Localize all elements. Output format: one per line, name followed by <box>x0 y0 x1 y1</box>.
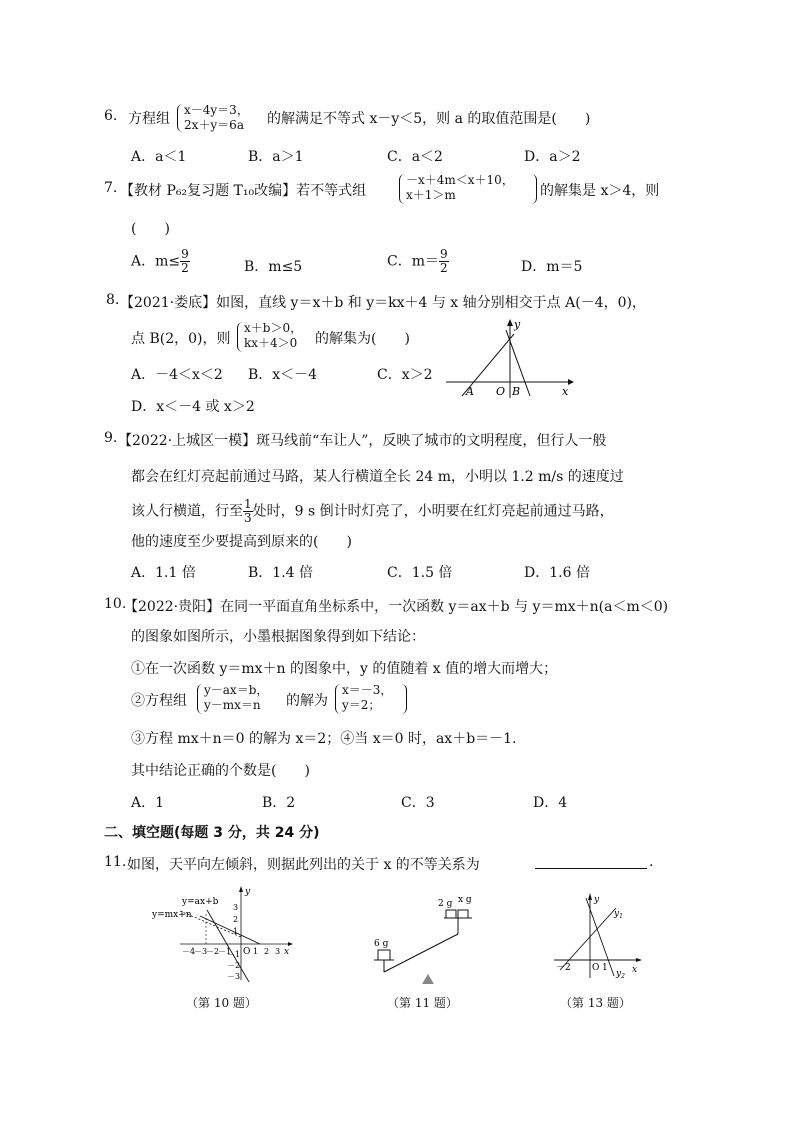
y1-label <box>613 909 623 920</box>
q8-option-c[interactable]: C．x＞2 <box>377 367 433 383</box>
q6-eq2: 2x＋y＝6a <box>184 118 244 132</box>
q7-option-c-label: C．m＝ <box>387 253 439 270</box>
q10-brace-2 <box>335 684 342 714</box>
y-axis-arrow <box>588 893 592 900</box>
q7-number: 7. <box>104 180 118 196</box>
origin-label: O <box>243 947 251 957</box>
section-title: 二、填空题(每题 3 分，共 24 分) <box>104 825 320 841</box>
balance-beam <box>384 934 458 972</box>
q10-eq1: y－ax＝b， <box>204 683 269 697</box>
q7-option-b[interactable]: B．m≤5 <box>244 259 303 275</box>
q8-system <box>244 321 302 351</box>
x-label: x <box>632 965 638 975</box>
q8-line1: 【2021·娄底】如图，直线 y＝x＋b 和 y＝kx＋4 与 x 轴分别相交于点 A(－4，0)， <box>120 295 646 311</box>
q7-option-a[interactable] <box>131 248 190 275</box>
x-tick-m2: －2 <box>556 963 571 973</box>
q9-line3-prefix: 该人行横道，行至 <box>131 503 243 520</box>
q8-line2-prefix: 点 B(2，0)，则 <box>131 331 231 347</box>
y2-label <box>615 969 625 980</box>
q6-option-a[interactable]: A．a＜1 <box>131 149 187 165</box>
q8-option-d[interactable]: D．x＜－4 或 x＞2 <box>131 399 255 415</box>
q10-brace-right <box>400 684 407 714</box>
x-axis-arrow <box>568 379 574 385</box>
q9-number: 9. <box>104 430 118 446</box>
figure-10-graph <box>150 884 298 982</box>
q9-line1: 【2022·上城区一模】斑马线前“车让人”，反映了城市的文明程度，但行人一般 <box>118 433 607 449</box>
label-y-mx-plus-n: y=mx+n <box>152 910 192 920</box>
q7-eq2: x＋1＞m <box>406 188 456 202</box>
q8-option-a[interactable]: A．－4＜x＜2 <box>131 367 223 383</box>
y-tick-m2: －2 <box>227 961 241 970</box>
q6-suffix: 的解满足不等式 x－y＜5，则 a 的取值范围是( ) <box>267 111 591 127</box>
x-tick-m1: －1 <box>218 947 232 956</box>
point-a-label: A <box>466 385 474 398</box>
q8-option-b[interactable]: B．x＜－4 <box>248 367 318 383</box>
q10-question-end: 其中结论正确的个数是( ) <box>131 763 310 779</box>
line-y-mx-plus-n <box>200 916 260 944</box>
y2-subscript: 2 <box>621 973 625 980</box>
q8-number: 8. <box>106 292 120 308</box>
q10-option-d[interactable]: D．4 <box>533 795 568 811</box>
q8-eq2: kx＋4＞0 <box>244 336 298 350</box>
q6-prefix: 方程组 <box>128 111 170 127</box>
q11-answer-blank[interactable] <box>535 854 647 869</box>
y-tick-m1: －1 <box>227 950 241 959</box>
q9-line3-suffix: 处时，9 s 倒计时灯亮了，小明要在红灯亮起前通过马路， <box>252 503 614 520</box>
q11-text: 如图，天平向左倾斜，则据此列出的关于 x 的不等关系为 <box>127 857 480 873</box>
q6-option-d[interactable]: D．a＞2 <box>524 149 581 165</box>
q8-brace <box>237 322 244 352</box>
q9-line3 <box>131 498 614 525</box>
q9-option-b[interactable]: B．1.4 倍 <box>248 565 314 581</box>
figure-11-balance <box>370 892 482 984</box>
y-label: y <box>594 895 600 905</box>
fraction <box>180 248 190 275</box>
y-axis-arrow <box>507 319 513 326</box>
q6-brace <box>177 104 184 132</box>
denominator: 3 <box>244 511 252 525</box>
x-tick-3: 3 <box>275 947 281 956</box>
x-tick-m3: －3 <box>194 947 208 956</box>
q9-line2: 都会在红灯亮起前通过马路，某人行横道全长 24 m，小明以 1.2 m/s 的速度过 <box>131 469 624 485</box>
q10-option-a[interactable]: A．1 <box>131 795 165 811</box>
q9-line4: 他的速度至少要提高到原来的( ) <box>131 534 352 550</box>
x-axis-arrow <box>288 942 293 946</box>
x-tick-m2: －2 <box>206 947 220 956</box>
q9-option-c[interactable]: C．1.5 倍 <box>387 565 453 581</box>
q10-eq2: y－mx＝n <box>204 698 261 712</box>
q10-number: 10. <box>104 596 127 612</box>
q10-conclusion-3: ③方程 mx＋n＝0 的解为 x＝2；④当 x＝0 时，ax＋b＝－1. <box>131 731 517 747</box>
x-tick-2: 2 <box>264 947 270 956</box>
q10-solution <box>342 683 392 713</box>
y-label: y <box>514 318 521 331</box>
q8-eq1: x＋b＞0， <box>244 321 303 335</box>
denominator: 2 <box>440 261 448 275</box>
q10-line1: 【2022·贵阳】在同一平面直角坐标系中，一次函数 y＝ax＋b 与 y＝mx＋n(a＜m＜0) <box>124 599 669 615</box>
q7-brace <box>399 174 406 204</box>
y2-letter: y <box>616 969 622 979</box>
q7-eq1: －x＋4m＜x＋10， <box>406 173 514 187</box>
y-axis-arrow <box>239 886 243 892</box>
y-tick-1: 1 <box>233 927 239 936</box>
numerator: 9 <box>181 247 189 261</box>
q7-option-a-label: A．m≤ <box>131 253 181 270</box>
x-tick-m4: －4 <box>182 947 196 956</box>
figure-10-caption: （第 10 题） <box>186 996 257 1010</box>
fraction <box>439 248 449 275</box>
balance-fulcrum <box>422 974 434 984</box>
q11-period: . <box>649 854 654 870</box>
y-label: y <box>245 887 251 897</box>
q9-option-a[interactable]: A．1.1 倍 <box>131 565 196 581</box>
q7-option-c[interactable] <box>387 248 449 275</box>
right-weight-2g-label: 2 g <box>438 899 453 909</box>
y-tick-2: 2 <box>233 915 239 924</box>
origin-label: O <box>496 385 506 398</box>
q10-system-1 <box>204 683 268 713</box>
x-tick-1: 1 <box>602 963 608 973</box>
q6-option-b[interactable]: B．a＞1 <box>248 149 304 165</box>
x-label: x <box>284 947 290 957</box>
q7-paren: ( ) <box>131 221 170 237</box>
y-tick-3: 3 <box>233 903 239 912</box>
q10-option-b[interactable]: B．2 <box>262 795 296 811</box>
figure-13-caption: （第 13 题） <box>560 996 631 1010</box>
x-axis-arrow <box>636 958 642 962</box>
numerator: 9 <box>440 247 448 261</box>
q7-option-d[interactable]: D．m＝5 <box>521 259 583 275</box>
right-weight-xg <box>458 910 468 918</box>
q10-conclusion-1: ①在一次函数 y＝mx＋n 的图象中，y 的值随着 x 值的增大而增大； <box>131 661 558 677</box>
label-y-ax-plus-b: y=ax+b <box>182 897 219 907</box>
q10-sol-y: y＝2； <box>342 698 381 712</box>
line-y1 <box>560 908 616 970</box>
figure-13-graph <box>550 890 646 982</box>
q6-eq1: x－4y＝3， <box>184 103 249 117</box>
left-weight-6g <box>378 950 390 960</box>
fraction <box>243 498 253 525</box>
q10-line2: 的图象如图所示，小墨根据图象得到如下结论： <box>131 629 425 645</box>
q6-system <box>184 103 249 133</box>
q7-suffix: 的解集是 x＞4，则 <box>540 183 660 199</box>
q6-number: 6. <box>104 108 118 124</box>
origin-label: O <box>592 963 600 973</box>
point-b-label: B <box>512 385 521 398</box>
q10-conclusion-2-mid: 的解为 <box>286 693 328 709</box>
numerator: 1 <box>244 497 252 511</box>
q9-option-d[interactable]: D．1.6 倍 <box>524 565 590 581</box>
right-weight-xg-label: x g <box>458 895 472 905</box>
x-label: x <box>562 385 569 398</box>
right-weight-2g <box>446 910 456 918</box>
q10-option-c[interactable]: C．3 <box>401 795 435 811</box>
y1-subscript: 1 <box>619 913 623 920</box>
q6-option-c[interactable]: C．a＜2 <box>387 149 443 165</box>
q8-line2-suffix: 的解集为( ) <box>315 331 410 347</box>
x-tick-1: 1 <box>253 947 259 956</box>
q7-system <box>406 173 514 203</box>
y1-letter: y <box>614 909 620 919</box>
denominator: 2 <box>181 261 189 275</box>
y-tick-m3: －3 <box>227 972 241 981</box>
q10-conclusion-2-prefix: ②方程组 <box>131 693 187 709</box>
left-weight-label: 6 g <box>374 939 389 949</box>
q7-prefix: 【教材 P₆₂复习题 T₁₀改编】若不等式组 <box>120 183 367 199</box>
q7-brace-right <box>530 174 537 204</box>
q10-brace-1 <box>197 684 204 714</box>
q8-graph <box>440 316 576 402</box>
q10-sol-x: x＝－3， <box>342 683 393 697</box>
figure-11-caption: （第 11 题） <box>387 996 458 1010</box>
q11-number: 11. <box>104 854 127 870</box>
